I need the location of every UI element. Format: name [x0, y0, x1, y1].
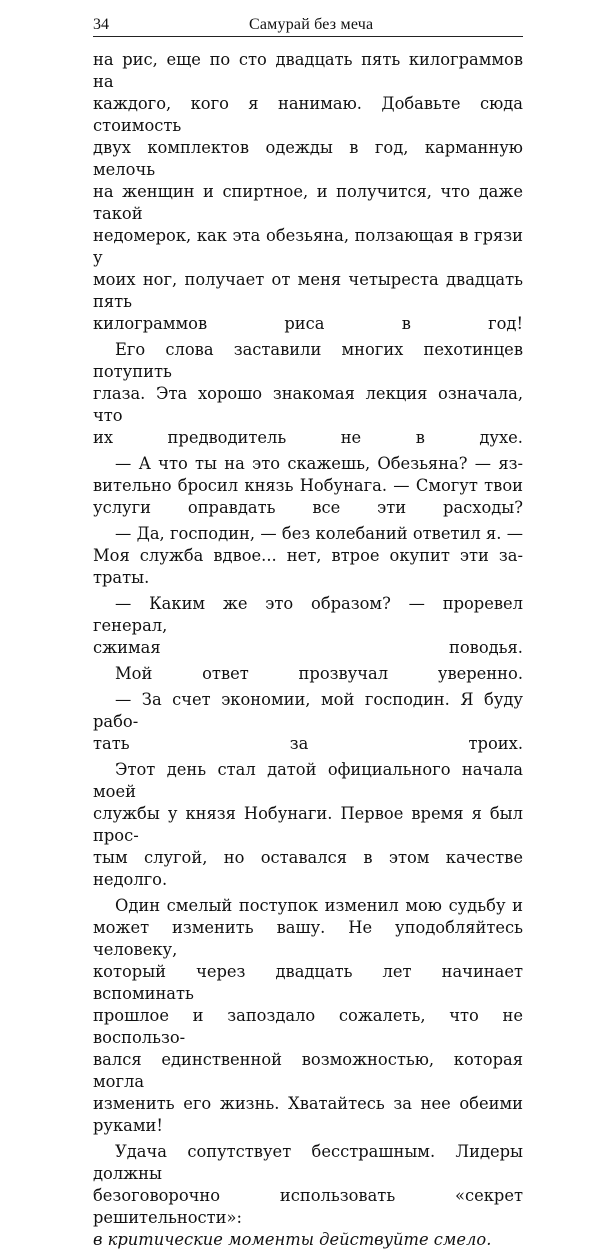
text-line: вительно бросил князь Нобунага. — Смогут твои: [93, 476, 523, 495]
emphasized-text: в критические моменты действуйте смело.: [93, 1230, 492, 1249]
paragraph-7: [93, 689, 523, 755]
text-line: их предводитель не в духе.: [93, 428, 523, 447]
page-number: 34: [93, 16, 109, 33]
text-line: сжимая поводья.: [93, 638, 523, 657]
text-line: — Каким же это образом? — проревел генерал,: [93, 594, 523, 635]
text-line: недомерок, как эта обезьяна, ползающая в грязи у: [93, 226, 523, 267]
text-line: службы у князя Нобунаги. Первое время я был прос-: [93, 804, 523, 845]
paragraph-9: [93, 895, 523, 1137]
text-line: вался единственной возможностью, которая могла: [93, 1050, 523, 1091]
text-line: траты.: [93, 568, 150, 587]
paragraph-5: [93, 593, 523, 659]
text-line: глаза. Эта хорошо знакомая лекция означала, что: [93, 384, 523, 425]
text-line: Его слова заставили многих пехотинцев потупить: [93, 340, 523, 381]
text-line: моих ног, получает от меня четыреста двадцать пять: [93, 270, 523, 311]
text-line: каждого, кого я нанимаю. Добавьте сюда стоимость: [93, 94, 523, 135]
text-line: — За счет экономии, мой господин. Я буду рабо-: [93, 690, 523, 731]
text-line: на рис, еще по сто двадцать пять килограммов на: [93, 50, 523, 91]
paragraph-4: [93, 523, 523, 589]
text-line: килограммов риса в год!: [93, 314, 523, 333]
text-line: тать за троих.: [93, 734, 523, 753]
text-line: Удача сопутствует бесстрашным. Лидеры должны: [93, 1142, 523, 1183]
text-line: — Да, господин, — без колебаний ответил я. —: [115, 524, 523, 543]
text-line: двух комплектов одежды в год, карманную мелочь: [93, 138, 523, 179]
body-text: [93, 49, 523, 1251]
book-page: [93, 14, 523, 1251]
paragraph-10: [93, 1141, 523, 1251]
text-line: услуги оправдать все эти расходы?: [93, 498, 523, 517]
text-line: безоговорочно использовать «секрет решительности»:: [93, 1186, 523, 1227]
text-line: который через двадцать лет начинает вспоминать: [93, 962, 523, 1003]
paragraph-2: [93, 339, 523, 449]
text-line: на женщин и спиртное, и получится, что даже такой: [93, 182, 523, 223]
paragraph-1: [93, 49, 523, 335]
page-header: [93, 14, 523, 37]
paragraph-6: [93, 663, 523, 685]
text-line: может изменить вашу. Не уподобляйтесь человеку,: [93, 918, 523, 959]
text-line: руками!: [93, 1116, 163, 1135]
text-line: Моя служба вдвое... нет, втрое окупит эти за-: [93, 546, 523, 565]
text-line: Один смелый поступок изменил мою судьбу и: [115, 896, 523, 915]
text-line: изменить его жизнь. Хватайтесь за нее обеими: [93, 1094, 523, 1113]
text-line: тым слугой, но оставался в этом качестве недолго.: [93, 848, 523, 889]
running-title: Самурай без меча: [249, 16, 374, 33]
paragraph-3: [93, 453, 523, 519]
paragraph-8: [93, 759, 523, 891]
text-line: прошлое и запоздало сожалеть, что не воспользо-: [93, 1006, 523, 1047]
text-line: Этот день стал датой официального начала моей: [93, 760, 523, 801]
text-line: — А что ты на это скажешь, Обезьяна? — яз-: [115, 454, 523, 473]
text-line: Мой ответ прозвучал уверенно.: [115, 664, 523, 683]
